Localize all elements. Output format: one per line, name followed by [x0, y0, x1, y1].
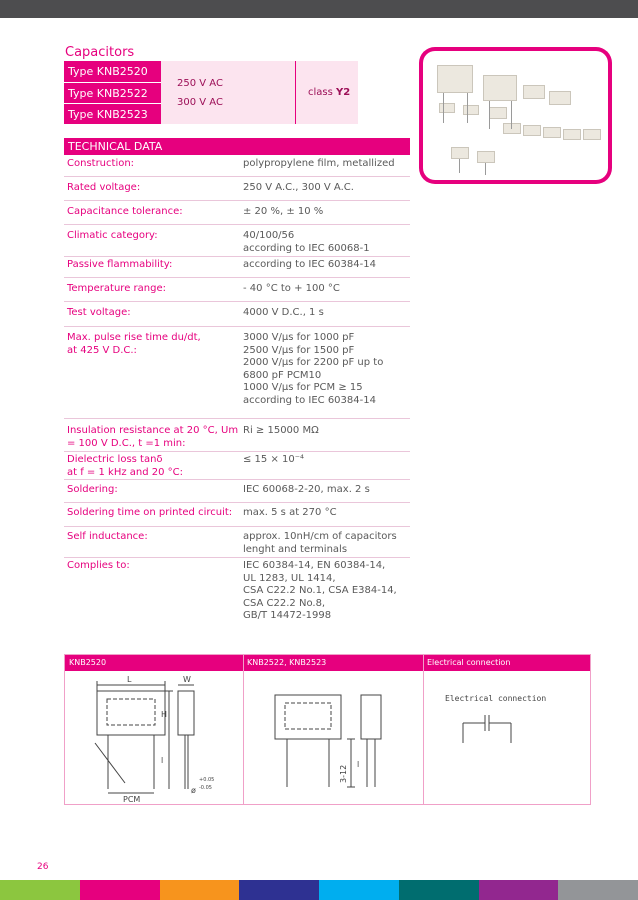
spec-label: Self inductance:	[67, 531, 148, 542]
footer-color-block	[80, 880, 160, 900]
dim-l: l	[161, 756, 164, 765]
spec-label: Complies to:	[67, 560, 130, 571]
spec-value: 3000 V/μs for 1000 pF 2500 V/μs for 1500 pF 2000 V/μs for 2200 pF up to 6800 pF PCM10 1000 V/μs for PCM ≥ 15 according to IEC 60384-14	[243, 332, 384, 406]
type-item: Type KNB2522	[64, 82, 161, 103]
spec-label: Insulation resistance at 20 °C, Um = 100 V D.C., t =1 min:	[67, 425, 239, 449]
drawing-header: KNB2520	[65, 655, 243, 671]
dim-range: 3-12	[339, 764, 348, 783]
spec-value: IEC 60384-14, EN 60384-14, UL 1283, UL 1414, CSA C22.2 No.1, CSA E384-14, CSA C22.2 No.8, GB/T 14472-1998	[243, 560, 397, 621]
row-divider	[64, 326, 410, 327]
type-list	[64, 61, 161, 124]
tolerance-minus: -0.05	[199, 785, 212, 791]
footer-color-strip	[0, 880, 638, 900]
drawing-knb2520	[65, 671, 243, 804]
dim-W: W	[183, 675, 191, 684]
capacitor-image	[437, 65, 473, 93]
voltage-value: 250 V AC	[177, 78, 223, 89]
dim-diameter: ø	[191, 786, 196, 795]
capacitor-image	[523, 85, 545, 99]
spec-value: ± 20 %, ± 10 %	[243, 206, 324, 217]
spec-label: Passive flammability:	[67, 259, 173, 270]
row-divider	[64, 502, 410, 503]
product-photo-inner	[423, 51, 608, 180]
spec-value: polypropylene film, metallized	[243, 158, 395, 169]
spec-value: approx. 10nH/cm of capacitors lenght and terminals	[243, 531, 397, 555]
type-table	[64, 61, 351, 124]
page-number: 26	[37, 862, 49, 872]
spec-label: Soldering:	[67, 484, 118, 495]
connection-label: Electrical connection	[445, 694, 547, 703]
footer-color-block	[319, 880, 399, 900]
dim-l: l	[357, 760, 360, 769]
capacitor-image	[549, 91, 571, 105]
dimension-drawing-2	[243, 671, 423, 804]
dimension-drawing-1	[65, 671, 243, 804]
footer-color-block	[558, 880, 638, 900]
row-divider	[64, 256, 410, 257]
spec-value: 4000 V D.C., 1 s	[243, 307, 324, 318]
tolerance-plus: +0.05	[199, 777, 215, 783]
capacitor-leg	[459, 159, 460, 173]
drawing-knb2522-knb2523	[243, 671, 423, 804]
product-photo	[419, 47, 612, 184]
row-divider	[64, 418, 410, 419]
page-title: Capacitors	[65, 45, 135, 60]
capacitor-image	[563, 129, 581, 140]
footer-color-block	[160, 880, 240, 900]
capacitor-leg	[467, 93, 468, 123]
spec-value: ≤ 15 × 10⁻⁴	[243, 454, 305, 465]
footer-color-block	[479, 880, 559, 900]
drawing-header: Electrical connection	[423, 655, 590, 671]
row-divider	[64, 526, 410, 527]
footer-color-block	[239, 880, 319, 900]
capacitor-image	[451, 147, 469, 159]
capacitor-image	[503, 123, 521, 134]
capacitor-image	[543, 127, 561, 138]
drawing-electrical-connection	[423, 671, 590, 804]
row-divider	[64, 557, 410, 558]
drawings-table	[64, 654, 591, 805]
spec-value: max. 5 s at 270 °C	[243, 507, 337, 518]
capacitor-image	[523, 125, 541, 136]
drawing-header: KNB2522, KNB2523	[243, 655, 423, 671]
spec-value: - 40 °C to + 100 °C	[243, 283, 340, 294]
dim-H: H	[161, 710, 168, 719]
row-divider	[64, 176, 410, 177]
class-label	[308, 87, 350, 98]
row-divider	[64, 200, 410, 201]
dim-pcm: PCM	[123, 795, 141, 804]
spec-value: according to IEC 60384-14	[243, 259, 376, 270]
spec-label: Construction:	[67, 158, 135, 169]
capacitor-leg	[489, 101, 490, 129]
row-divider	[64, 479, 410, 480]
spec-label: Dielectric loss tanδ at f = 1 kHz and 20 °C:	[67, 454, 184, 478]
capacitor-image	[439, 103, 455, 113]
class-value: Y2	[336, 87, 351, 98]
footer-color-block	[0, 880, 80, 900]
top-bar	[0, 0, 638, 18]
spec-value: 250 V A.C., 300 V A.C.	[243, 182, 354, 193]
capacitor-image	[489, 107, 507, 119]
spec-label: Temperature range:	[67, 283, 166, 294]
capacitor-image	[477, 151, 495, 163]
spec-label: Rated voltage:	[67, 182, 141, 193]
circuit-symbol	[423, 671, 590, 804]
row-divider	[64, 301, 410, 302]
row-divider	[64, 277, 410, 278]
footer-color-block	[399, 880, 479, 900]
voltage-cell	[161, 61, 295, 124]
spec-value: 40/100/56 according to IEC 60068-1	[243, 230, 370, 254]
spec-value: IEC 60068-2-20, max. 2 s	[243, 484, 370, 495]
dim-L: L	[127, 675, 132, 684]
voltage-value: 300 V AC	[177, 97, 223, 108]
type-item: Type KNB2523	[64, 103, 161, 124]
type-item: Type KNB2520	[68, 65, 148, 78]
capacitor-image	[463, 105, 479, 115]
class-cell	[295, 61, 358, 124]
capacitor-leg	[443, 93, 444, 123]
spec-label: Test voltage:	[67, 307, 131, 318]
class-prefix: class	[308, 87, 337, 98]
technical-data-header: TECHNICAL DATA	[64, 138, 410, 155]
capacitor-leg	[511, 101, 512, 129]
capacitor-leg	[485, 163, 486, 175]
spec-label: Soldering time on printed circuit:	[67, 507, 233, 518]
spec-label: Capacitance tolerance:	[67, 206, 183, 217]
row-divider	[64, 224, 410, 225]
row-divider	[64, 451, 410, 452]
spec-label: Max. pulse rise time du/dt, at 425 V D.C.:	[67, 332, 201, 356]
spec-value: Ri ≥ 15000 MΩ	[243, 425, 319, 436]
spec-label: Climatic category:	[67, 230, 158, 241]
capacitor-image	[583, 129, 601, 140]
capacitor-image	[483, 75, 517, 101]
